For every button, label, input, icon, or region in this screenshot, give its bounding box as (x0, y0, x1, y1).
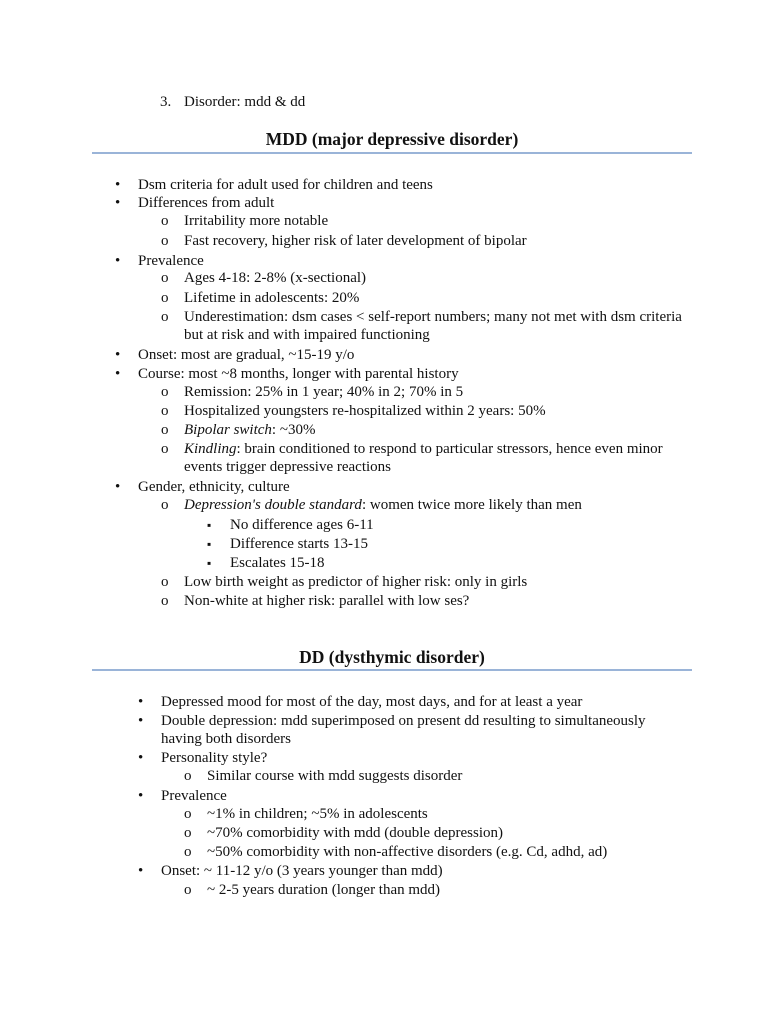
list-item: • Dsm criteria for adult used for children and teens (138, 176, 433, 194)
sub-list-item: o Irritability more notable (184, 212, 328, 230)
sub-list-item: o Non-white at higher risk: parallel with low ses? (184, 592, 469, 610)
sub-sub-list-item: ▪ Difference starts 13-15 (230, 535, 368, 553)
list-item: • Onset: ~ 11-12 y/o (3 years younger than mdd) (161, 862, 443, 880)
item-text: : brain conditioned to respond to particular stressors, hence even minor events trigger depressive reactions (184, 441, 663, 475)
emphasis: Bipolar switch (184, 422, 272, 438)
emphasis: Kindling (184, 441, 237, 457)
sub-list-item (184, 496, 582, 514)
sub-list-item: o Lifetime in adolescents: 20% (184, 289, 359, 307)
list-item: • Double depression: mdd superimposed on present dd resulting to simultaneously having both disorders (161, 712, 661, 748)
sub-sub-list-item: ▪ Escalates 15-18 (230, 554, 325, 572)
list-item: • Prevalence (138, 252, 204, 270)
list-item: • Gender, ethnicity, culture (138, 478, 290, 496)
emphasis: Depression's double standard (184, 497, 362, 513)
sub-list-item: o Hospitalized youngsters re-hospitalized within 2 years: 50% (184, 402, 546, 420)
sub-list-item: o ~70% comorbidity with mdd (double depression) (207, 824, 503, 842)
sub-list-item: o Remission: 25% in 1 year; 40% in 2; 70% in 5 (184, 383, 463, 401)
mdd-heading: MDD (major depressive disorder) (265, 129, 519, 149)
list-item: • Prevalence (161, 787, 227, 805)
list-item: • Onset: most are gradual, ~15-19 y/o (138, 346, 354, 364)
list-item: • Depressed mood for most of the day, most days, and for at least a year (161, 693, 582, 711)
item-text: : ~30% (271, 422, 316, 438)
sub-list-item: o Ages 4-18: 2-8% (x-sectional) (184, 269, 366, 287)
item-text: : women twice more likely than men (361, 497, 582, 513)
list-item: • Personality style? (161, 749, 267, 767)
sub-list-item: o Underestimation: dsm cases < self-report numbers; many not met with dsm criteria but at risk and with impaired functioning (184, 308, 704, 344)
dd-heading-rule (92, 669, 692, 671)
sub-list-item: o Fast recovery, higher risk of later development of bipolar (184, 232, 527, 250)
sub-list-item: o Similar course with mdd suggests disorder (207, 767, 462, 785)
sub-list-item: o ~1% in children; ~5% in adolescents (207, 805, 428, 823)
sub-list-item: o ~50% comorbidity with non-affective disorders (e.g. Cd, adhd, ad) (207, 843, 607, 861)
mdd-heading-rule (92, 152, 692, 154)
sub-list-item (184, 421, 315, 439)
dd-heading: DD (dysthymic disorder) (299, 647, 485, 667)
sub-list-item: o Low birth weight as predictor of higher risk: only in girls (184, 573, 527, 591)
intro-item: Disorder: mdd & dd (184, 94, 306, 110)
sub-sub-list-item: ▪ No difference ages 6-11 (230, 516, 374, 534)
list-item: • Course: most ~8 months, longer with parental history (138, 365, 459, 383)
intro-number: 3. (160, 94, 172, 110)
sub-list-item: o ~ 2-5 years duration (longer than mdd) (207, 881, 440, 899)
list-item: • Differences from adult (138, 194, 274, 212)
sub-list-item (184, 440, 704, 476)
